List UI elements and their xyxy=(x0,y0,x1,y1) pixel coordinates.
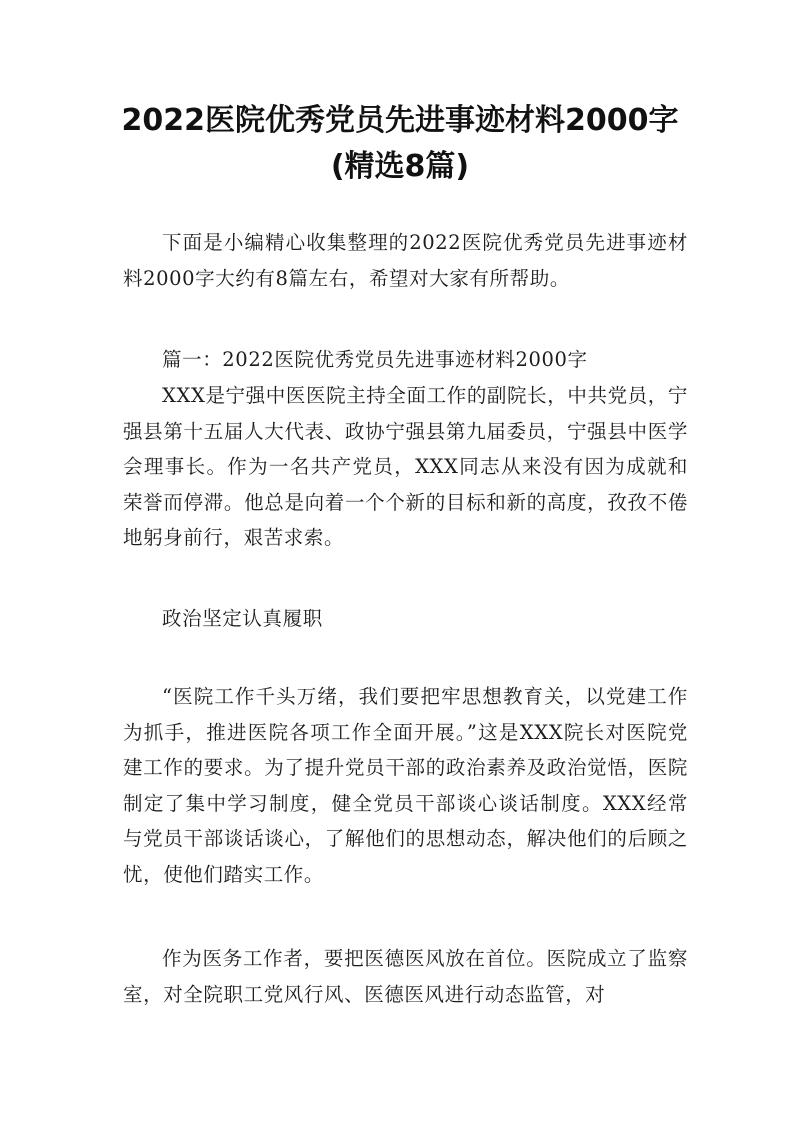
chapter-heading: 篇一：2022医院优秀党员先进事迹材料2000字 xyxy=(162,348,588,371)
quote-paragraph: “医院工作千头万绪，我们要把牢思想教育关，以党建工作为抓手，推进医院各项工作全面开展。”这是XXX院长对医院党建工作的要求。为了提升党员干部的政治素养及政治觉悟，医院制定了集中学习制度，健全党员干部谈心谈话制度。XXX经常与党员干部谈话谈心，了解他们的思想动态，解决他们的后顾之忧，使他们踏实工作。 xyxy=(123,685,688,886)
ethics-paragraph: 作为医务工作者，要把医德医风放在首位。医院成立了监察室，对全院职工党风行风、医德医风进行动态监管，对 xyxy=(123,947,688,1006)
section-subheading: 政治坚定认真履职 xyxy=(162,607,323,630)
intro-paragraph: 下面是小编精心收集整理的2022医院优秀党员先进事迹材料2000字大约有8篇左右，希望对大家有所帮助。 xyxy=(123,231,688,290)
profile-paragraph: XXX是宁强中医医院主持全面工作的副院长，中共党员，宁强县第十五届人大代表、政协宁强县第九届委员，宁强县中医学会理事长。作为一名共产党员，XXX同志从来没有因为成就和荣誉而停滞。他总是向着一个个新的目标和新的高度，孜孜不倦地躬身前行，艰苦求索。 xyxy=(123,384,688,549)
document-title: 2022医院优秀党员先进事迹材料2000字(精选8篇) xyxy=(121,103,679,184)
